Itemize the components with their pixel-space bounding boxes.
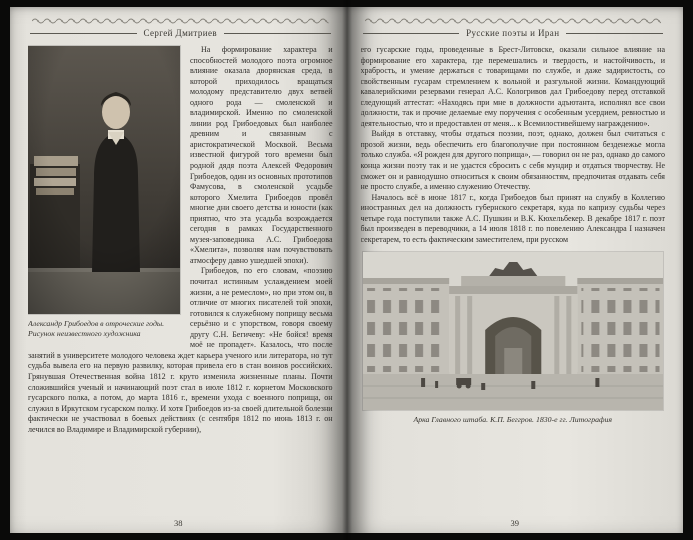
- paragraph: его гусарские годы, проведенные в Брест-Литовске, оказали сильное влияние на формирование его характера, где перемешались и твердость, и настойчивость, и храбрость, и умение держаться с товарищами по службе, и даже задиристость, со свойственным гусарам стремлением к вольной и разгульной жизни. Командующий кавалерийскими резервами генерал А.С. Кологривов дал Грибоедову перед отставкой следующий аттестат: «Находясь при мне в должности адъютанта, исполнял все свои должности, так и прочие делаемые ему поручения с особенным усердием, ревностью и деятельностью, что и предоставлен от меня... к Всемилостивейшему награждению».: [360, 45, 665, 128]
- header-rule: [30, 33, 137, 34]
- left-body-text: Грибоедов, по его словам, «поэзию почитал истинным услаждением моей жизни, а не ремеслом», но при этом он, в отличие от многих писателей той эпохи, готовился к служебному поприщу весьма серьёзно и с упорством, говоря своему другу С.Н. Бегичеву: «Не бойся! время моё не пропадет». Казалось, что после занятий в университете молодого человека ждет карьера ученого или литератора, но тут судьба вывела его на первую развилку, которая привела его в стан воинов российских. Грянувшая Отечественная война 1812 г. круто изменила жизненные планы. Почти сложившийся ученый и начинающий поэт стал в июле 1812 г. корнетом Московского гусарского полка, а потом, до марта 1816 г., времени ухода с военного поприща, он служил в Иркутском гусарском полку. И хотя Грибоедов из-за своей длительной болезни фактически не участвовал в боевых действиях (с сентября 1812 по июнь 1813 г. он лечился во Владимире и Владимирской губернии),: [28, 266, 333, 434]
- portrait-image: [28, 46, 180, 314]
- portrait-caption: Александр Грибоедов в отроческие годы. Рисунок неизвестного художника: [28, 319, 165, 339]
- page-left: [10, 7, 347, 533]
- header-rule: [224, 33, 331, 34]
- paragraph: Выйдя в отставку, чтобы отдаться поэзии, поэт, однако, должен был считаться с прозой жизни, ведь обеспечить его благополучие при постоянном безденежье могла только служба. «Я рожден для другого поприща», — говорил он не раз, однако до самого конца жизни поэту так и не удастся сбросить с себя мундир и отдаться творчеству. Не сможет он и равнодушно относиться к своим обязанностям, предпочитая отдавать себя не просто службе, а именно служению Отечеству.: [360, 129, 665, 192]
- arch-caption: Арка Главного штаба. К.П. Беггров. 1830-е гг. Литография: [413, 415, 613, 425]
- running-head-author: Сергей Дмитриев: [143, 28, 217, 38]
- running-head-right: [363, 28, 664, 38]
- arch-lithograph-image: [363, 252, 664, 410]
- ornament-band-left: [32, 17, 329, 25]
- running-head-left: [30, 28, 331, 38]
- page-number-right: 39: [510, 518, 519, 528]
- header-rule: [363, 33, 460, 34]
- page-right: [347, 7, 684, 533]
- ornament-band-right: [365, 17, 662, 25]
- portrait-figure: [28, 46, 180, 339]
- page-left-content: [28, 45, 333, 501]
- left-column-text: На формирование характера и способностей молодого поэта огромное влияние оказала дворянская среда, в которой приходилось вращаться молодому представителю двух ветвей одного рода — смоленской и владимирской. Именно по смоленской линии род Грибоедовых был наиболее древним и связанным с аристократической Москвой. Весьма известной фигурой того времени был родной дядя поэта Алексей Федорович Грибоедов, один из основных прототипов Фамусова, в смоленской усадьбе которого Хмелита Грибоедов провёл многие дни своего детства и юности (как приятно, что эта усадьба возрождается сегодня в рамках Государственного музея-заповедника А.С. Грибоедова «Хмелита», позволяя нам почувствовать атмосферу давно ушедшей эпохи).: [190, 45, 333, 265]
- arch-figure: [363, 252, 664, 425]
- header-rule: [566, 33, 663, 34]
- paragraph: Началось всё в июне 1817 г., когда Грибоедов был принят на службу в Коллегию иностранных дел на должность губернского секретаря, куда по капризу судьбы через четыре года поступили также А.С. Пушкин и В.К. Кюхельбекер. В декабре 1817 г. поэт был произведен в переводчики, а 14 июля 1818 г. по повелению Александра I назначен секретарем, то есть фактическим заместителем, при русском: [360, 192, 665, 244]
- book-spread: [10, 7, 683, 533]
- page-right-content: [361, 45, 666, 501]
- page-number-left: 38: [174, 518, 183, 528]
- running-head-title: Русские поэты и Иран: [466, 28, 560, 38]
